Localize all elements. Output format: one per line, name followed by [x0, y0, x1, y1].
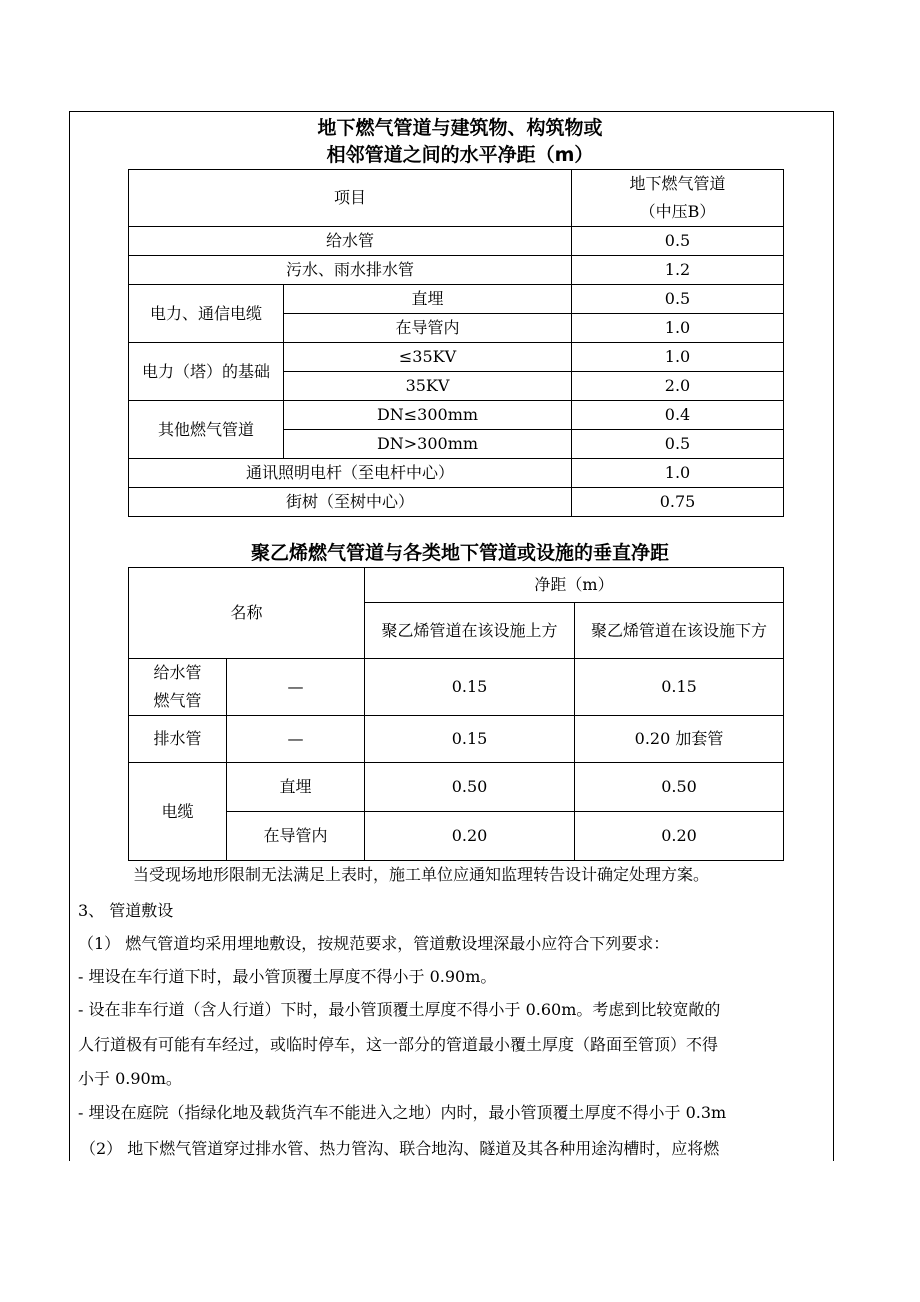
row-label: 污水、雨水排水管: [129, 256, 572, 285]
row-label-line1: 给水管: [153, 663, 202, 682]
row-value: 1.0: [572, 459, 784, 488]
sub-label: 在导管内: [227, 812, 365, 861]
header-pipe: [572, 170, 784, 227]
sub-label: 35KV: [284, 372, 572, 401]
header-name: 名称: [129, 568, 365, 659]
row-label: [129, 659, 227, 716]
paragraph-3-line1: - 设在非车行道（含人行道）下时，最小管顶覆土厚度不得小于 0.60m。考虑到比较宽敞的: [78, 1000, 721, 1019]
sub-label: —: [227, 716, 365, 763]
row-label-line2: 燃气管: [153, 691, 202, 710]
row-value: 1.2: [572, 256, 784, 285]
row-label: 给水管: [129, 227, 572, 256]
vertical-distance-table: [128, 567, 784, 861]
value-below: 0.20 加套管: [575, 716, 784, 763]
paragraph-4: - 埋设在庭院（指绿化地及载货汽车不能进入之地）内时，最小管顶覆土厚度不得小于 0.3m: [78, 1103, 727, 1122]
paragraph-3-line2: 人行道极有可能有车经过，或临时停车，这一部分的管道最小覆土厚度（路面至管顶）不得: [78, 1035, 719, 1054]
row-label: 电缆: [129, 763, 227, 861]
row-value: 2.0: [572, 372, 784, 401]
row-label: 排水管: [129, 716, 227, 763]
sub-label: DN>300mm: [284, 430, 572, 459]
value-above: 0.50: [365, 763, 575, 812]
note-text: 当受现场地形限制无法满足上表时，施工单位应通知监理转告设计确定处理方案。: [133, 865, 710, 884]
row-value: 0.5: [572, 430, 784, 459]
value-below: 0.15: [575, 659, 784, 716]
sub-label: 在导管内: [284, 314, 572, 343]
header-above: 聚乙烯管道在该设施上方: [365, 603, 575, 659]
group-label: 电力、通信电缆: [129, 285, 284, 343]
paragraph-2: - 埋设在车行道下时，最小管顶覆土厚度不得小于 0.90m。: [78, 967, 497, 986]
paragraph-5: （2） 地下燃气管道穿过排水管、热力管沟、联合地沟、隧道及其各种用途沟槽时，应将燃: [80, 1139, 720, 1158]
paragraph-1: （1） 燃气管道均采用埋地敷设，按规范要求，管道敷设埋深最小应符合下列要求：: [78, 934, 670, 953]
row-label: 通讯照明电杆（至电杆中心）: [129, 459, 572, 488]
value-above: 0.20: [365, 812, 575, 861]
header-below: 聚乙烯管道在该设施下方: [575, 603, 784, 659]
paragraph-3-line3: 小于 0.90m。: [78, 1069, 182, 1088]
row-value: 1.0: [572, 314, 784, 343]
group-label: 其他燃气管道: [129, 401, 284, 459]
row-value: 0.75: [572, 488, 784, 517]
row-value: 0.4: [572, 401, 784, 430]
row-label: 街树（至树中心）: [129, 488, 572, 517]
value-below: 0.50: [575, 763, 784, 812]
table2-title: 聚乙烯燃气管道与各类地下管道或设施的垂直净距: [250, 542, 669, 564]
value-below: 0.20: [575, 812, 784, 861]
table1-title-line1: 地下燃气管道与建筑物、构筑物或: [317, 117, 603, 139]
sub-label: —: [227, 659, 365, 716]
header-pipe-line2: （中压B）: [639, 202, 716, 221]
sub-label: 直埋: [284, 285, 572, 314]
section-heading: 3、 管道敷设: [78, 901, 174, 920]
header-item: 项目: [129, 170, 572, 227]
sub-label: DN≤300mm: [284, 401, 572, 430]
row-value: 0.5: [572, 285, 784, 314]
horizontal-distance-table: [128, 169, 784, 517]
header-distance: 净距（m）: [365, 568, 784, 603]
row-value: 1.0: [572, 343, 784, 372]
value-above: 0.15: [365, 659, 575, 716]
sub-label: ≤35KV: [284, 343, 572, 372]
group-label: 电力（塔）的基础: [129, 343, 284, 401]
value-above: 0.15: [365, 716, 575, 763]
sub-label: 直埋: [227, 763, 365, 812]
header-pipe-line1: 地下燃气管道: [629, 174, 726, 193]
table1-title-line2: 相邻管道之间的水平净距（m）: [326, 144, 594, 166]
row-value: 0.5: [572, 227, 784, 256]
